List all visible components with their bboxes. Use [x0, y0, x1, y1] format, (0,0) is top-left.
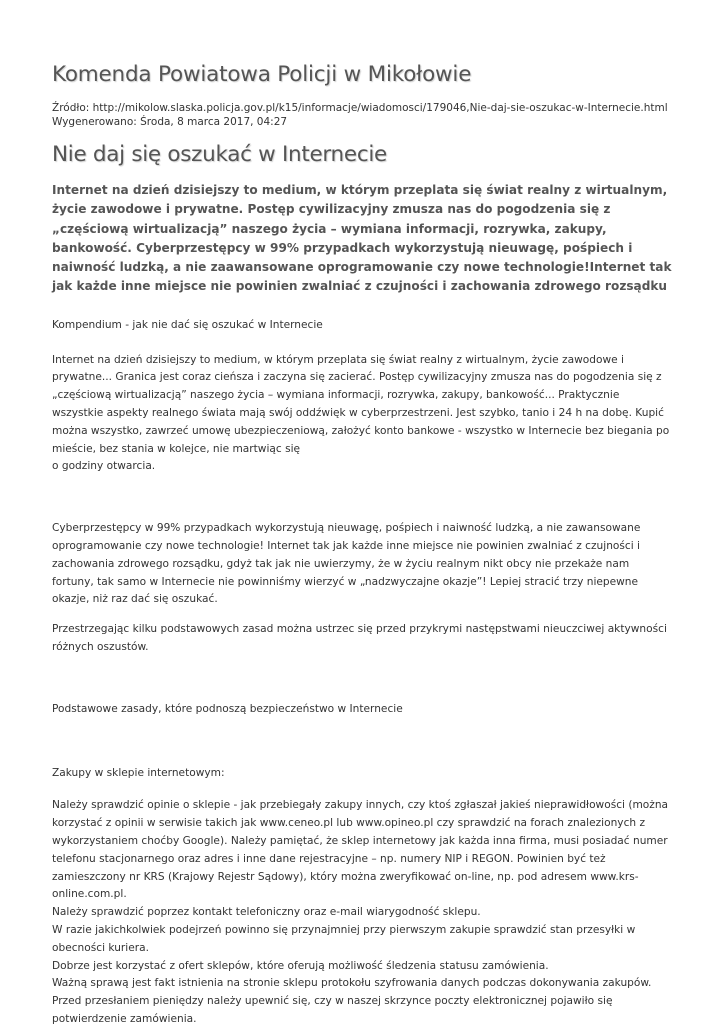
- precaution-paragraph: Przestrzegając kilku podstawowych zasad można ustrzec się przed przykrymi następstwami nieuczciwej aktywności różnych oszustów.: [52, 623, 667, 653]
- generated-line: Wygenerowano: Środa, 8 marca 2017, 04:27: [52, 116, 288, 128]
- shop-rule-item: W razie jakichkolwiek podejrzeń powinno się przynajmniej przy pierwszym zakupie sprawdzić stan przesyłki w obecności kuriera.: [52, 923, 636, 954]
- shop-rule-item: Przed przesłaniem pieniędzy należy upewnić się, czy w naszej skrzynce poczty elektronicznej pojawiło się potwierdzenie zamówienia.: [52, 995, 613, 1025]
- shop-rules-list: [52, 797, 673, 1028]
- intro-paragraph-main: Internet na dzień dzisiejszy to medium, w którym przeplata się świat realny z wirtualnym, życie zawodowe i prywatne... Granica jest coraz cieńsza i zaczyna się zacierać. Postęp cywilizacyjny zmusza nas do pogodzenia się z „częściową wirtualizacją” naszego życia – wymiana informacji, rozrywka, zakupy, bankowość... Praktycznie wszystkie aspekty realnego świata mają swój oddźwięk w cyberprzestrzeni. Jest szybko, tanio i 24 h na dobę. Kupić można wszystko, zawrzeć umowę ubezpieczeniową, założyć konto bankowe - wszystko w Internecie bez biegania po mieście, bez stania w kolejce, nie martwiąc się: [52, 353, 670, 455]
- shop-rule-item: Ważną sprawą jest fakt istnienia na stronie sklepu protokołu szyfrowania danych podczas dokonywania zakupów.: [52, 977, 652, 990]
- shop-rule-item: Dobrze jest korzystać z ofert sklepów, które oferują możliwość śledzenia statusu zamówienia.: [52, 959, 549, 972]
- intro-paragraph-tail: o godziny otwarcia.: [52, 460, 156, 473]
- intro-paragraph: [52, 352, 673, 477]
- shop-heading: Zakupy w sklepie internetowym:: [52, 766, 225, 779]
- shop-rule-item: Należy sprawdzić opinie o sklepie - jak przebiegały zakupy innych, czy ktoś zgłaszał jakieś nieprawidłowości (można korzystać z opinii w serwisie takich jak www.ceneo.pl lub www.opineo.pl czy sprawdzić na forach znalezionych z wykorzystaniem choćby Google). Należy pamiętać, że sklep internetowy jak każda inna firma, musi posiadać numer telefonu stacjonarnego oraz adres i inne dane rejestracyjne – np. numery NIP i REGON. Powinien być też zamieszczony nr KRS (Krajowy Rejestr Sądowy), który można zweryfikować on-line, np. pod adresem www.krs-online.com.pl.: [52, 799, 669, 901]
- article-lead: Internet na dzień dzisiejszy to medium, w którym przeplata się świat realny z wirtualnym, życie zawodowe i prywatne. Postęp cywilizacyjny zmusza nas do pogodzenia się z „częściową wirtualizacją” naszego życia – wymiana informacji, rozrywka, zakupy, bankowość. Cyberprzestępcy w 99% przypadkach wykorzystują nieuwagę, pośpiech i naiwność ludzką, a nie zaawansowane oprogramowanie czy nowe technologie!Internet tak jak każde inne miejsce nie powinien zwalniać z czujności i zachowania zdrowego rozsądku: [52, 183, 672, 294]
- compendium-line: Kompendium - jak nie dać się oszukać w Internecie: [52, 318, 323, 331]
- source-line: Źródło: http://mikolow.slaska.policja.gov.pl/k15/informacje/wiadomosci/179046,Nie-daj-sie-oszukac-w-Internecie.html: [52, 102, 668, 114]
- basic-rules-heading: Podstawowe zasady, które podnoszą bezpieczeństwo w Internecie: [52, 702, 403, 715]
- shop-rule-item: Należy sprawdzić poprzez kontakt telefoniczny oraz e-mail wiarygodność sklepu.: [52, 906, 481, 919]
- cybercrime-paragraph: Cyberprzestępcy w 99% przypadkach wykorzystują nieuwagę, pośpiech i naiwność ludzką, a nie zawansowane oprogramowanie czy nowe technologie! Internet tak jak każde inne miejsce nie powinien zwalniać z czujności i zachowania zdrowego rozsądku, gdyż tak jak nie uwierzymy, że w życiu realnym nikt obcy nie przekaże nam fortuny, tak samo w Internecie nie powinniśmy wierzyć w „nadzwyczajne okazje”! Lepiej stracić trzy niepewne okazje, niż raz dać się oszukać.: [52, 522, 641, 606]
- site-title: Komenda Powiatowa Policji w Mikołowie: [52, 62, 472, 87]
- article-title: Nie daj się oszukać w Internecie: [52, 142, 387, 167]
